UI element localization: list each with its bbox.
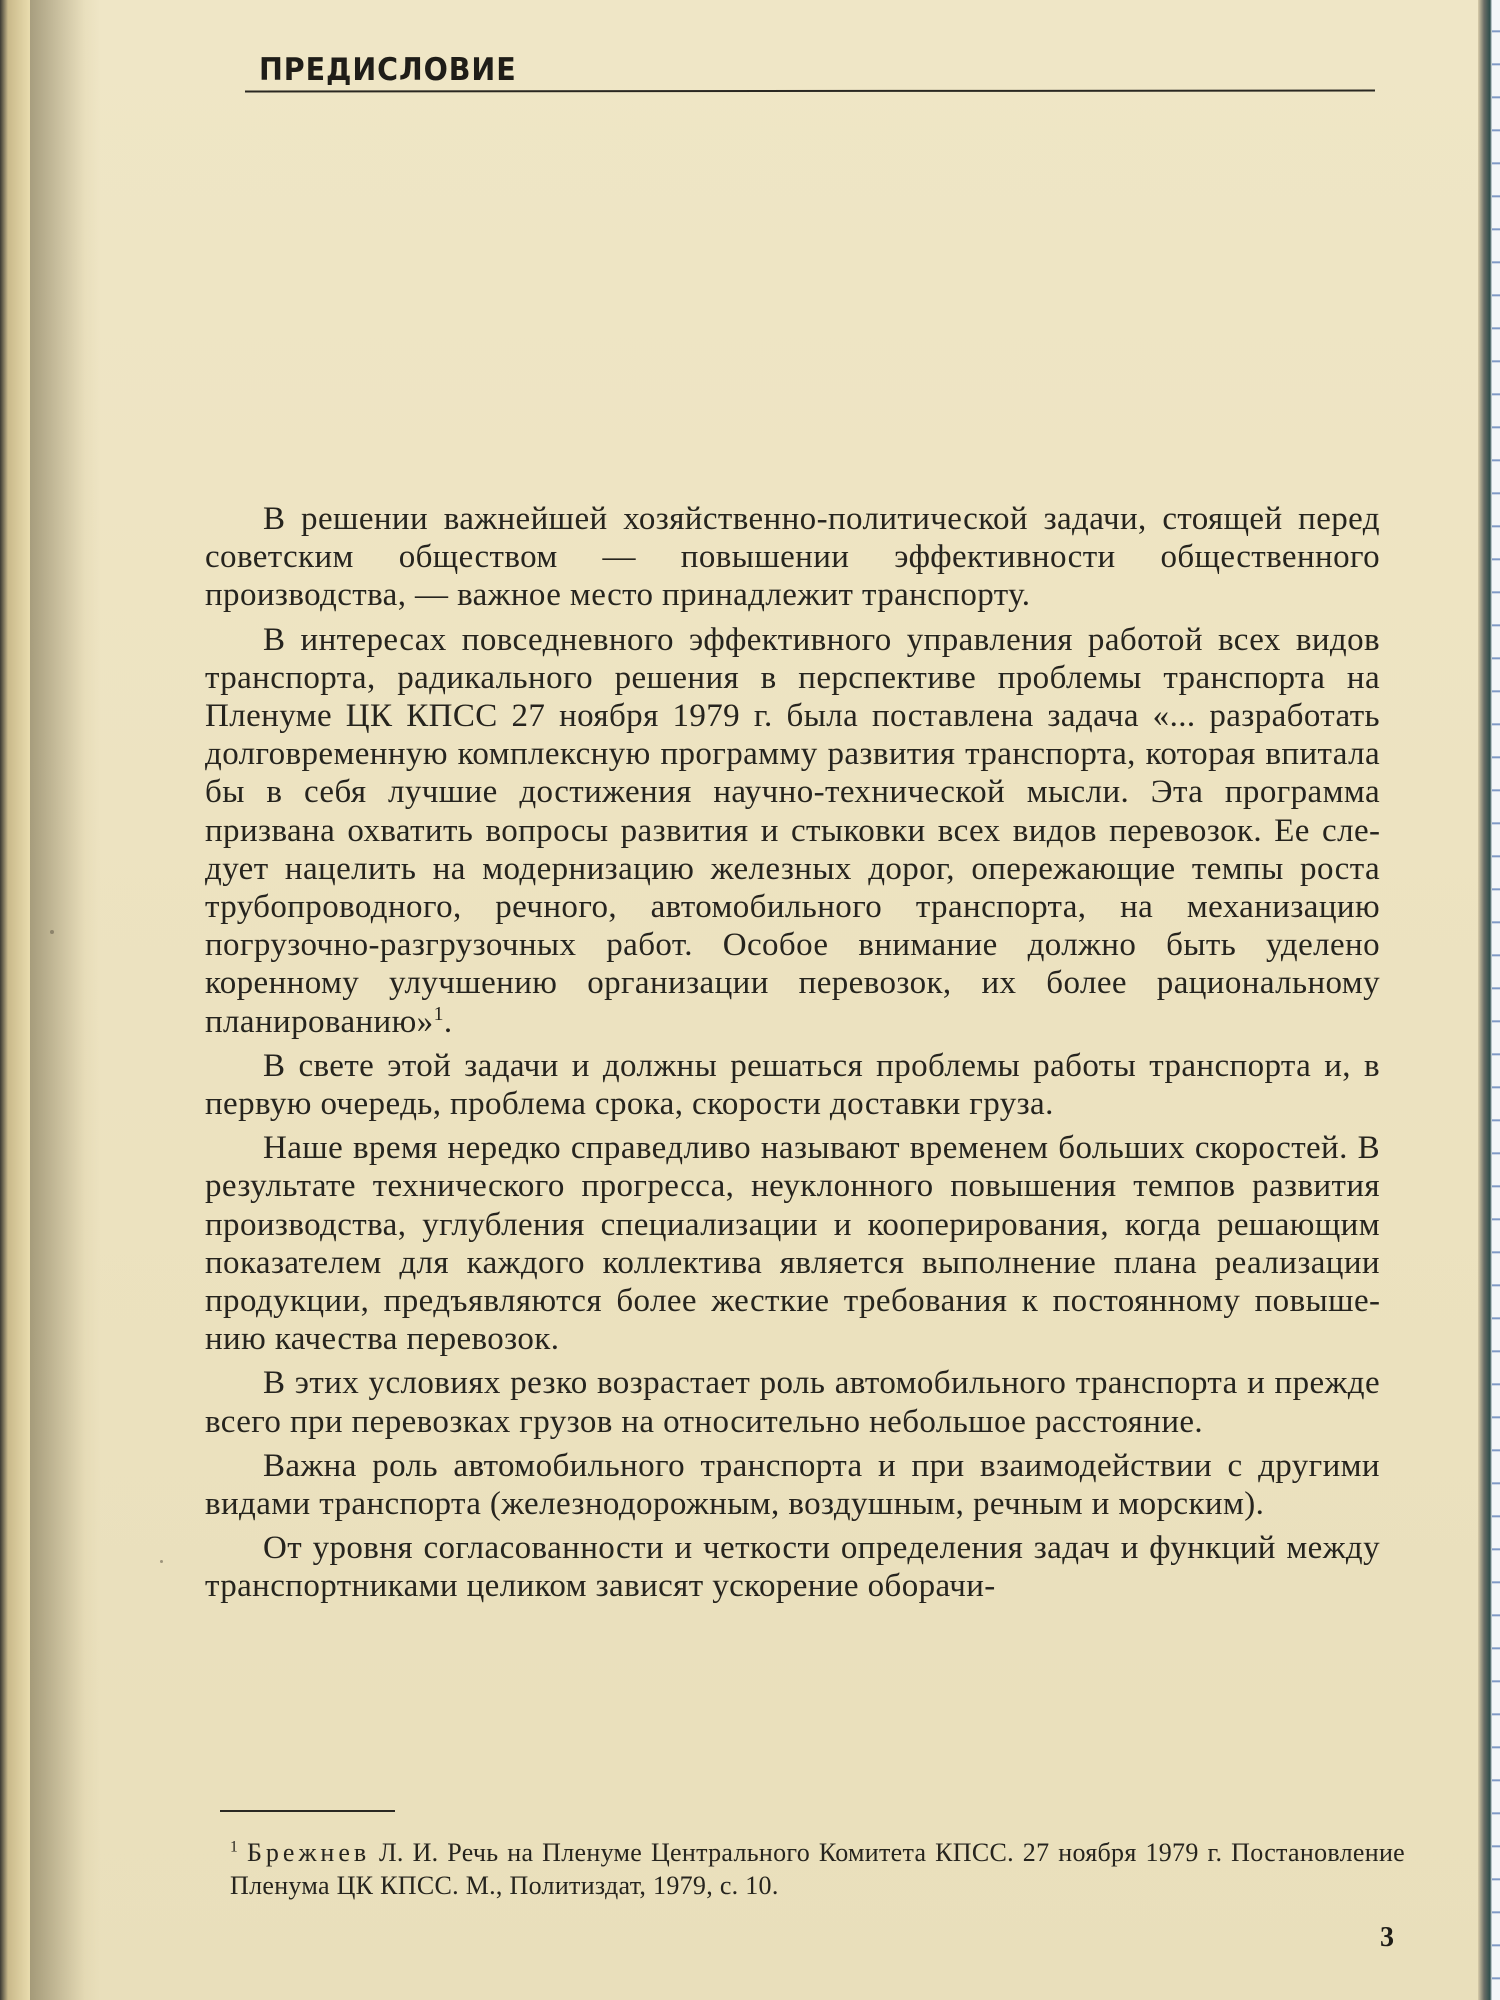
paragraph-with-footnote (205, 621, 1380, 1041)
paragraph-end: . (443, 1003, 453, 1040)
paragraph: В решении важнейшей хозяйственно-политической задачи, стоящей перед советским обществом — повышении эффективности общественного производства, — важное место принадлежит транспорту. (205, 501, 1380, 614)
spine-shadow (30, 0, 100, 2000)
page-sheet (30, 0, 1478, 2000)
paragraph: Наше время нередко справедливо называют временем больших скоростей. В результате технического прогресса, неуклонного повышения темпов развития производства, углубления специализации и кооперирования, когда решающим показателем для каждого коллектива является выполнение плана реализации продукции, предъявляются более жесткие требования к постоянному повышению качества перевозок. (205, 1130, 1380, 1358)
footnote-marker: 1 (230, 1838, 239, 1856)
paragraph-text: В интересах повседневного эффективного управления работой всех видов транспорта, радикального решения в перспективе проблемы транспорта на Пленуме ЦК КПСС 27 ноября 1979 г. была поставлена задача «... разработать долговременную комплексную программу развития транспорта, которая впитала бы в себя лучшие достижения научно-технической мысли. Эта программа призвана охватить вопросы развития и стыковки всех видов перевозок. Ее следует нацелить на модернизацию железных дорог, опережающие темпы роста трубопроводного, речного, автомобильного транспорта, на механизацию погрузочно-разгрузочных работ. Особое внимание должно быть уделено коренному улучшению организации перевозок, их более рациональному планированию» (205, 621, 1380, 1040)
footnote (230, 1836, 1405, 1902)
notebook-ruled-lines (1492, 0, 1500, 2000)
header-rule (245, 90, 1375, 93)
footnote-reference: 1 (433, 1002, 444, 1025)
section-title: ПРЕДИСЛОВИЕ (259, 52, 517, 88)
paragraph: Важна роль автомобильного транспорта и при взаимодействии с другими видами транспорта (железнодорожным, воздушным, речным и морским). (205, 1447, 1380, 1523)
body-text (205, 500, 1380, 1612)
paper-speck (50, 930, 54, 934)
paragraph: В свете этой задачи и должны решаться проблемы работы транспорта и, в первую очередь, проблема срока, скорости доставки груза. (205, 1047, 1380, 1123)
paragraph: От уровня согласованности и четкости определения задач и функций между транспортниками целиком зависят ускорение оборачи- (205, 1530, 1380, 1605)
page-number: 3 (1380, 1922, 1394, 1953)
paragraph: В этих условиях резко возрастает роль автомобильного транспорта и прежде всего при перевозках грузов на относительно небольшое расстояние. (205, 1365, 1380, 1440)
footnote-text: Л. И. Речь на Пленуме Центрального Комитета КПСС. 27 ноября 1979 г. Постановление Пленума ЦК КПСС. М., Политиздат, 1979, с. 10. (230, 1838, 1405, 1900)
footnote-rule (220, 1810, 395, 1812)
paper-speck (160, 1560, 163, 1563)
footnote-author: Брежнев (246, 1838, 371, 1867)
